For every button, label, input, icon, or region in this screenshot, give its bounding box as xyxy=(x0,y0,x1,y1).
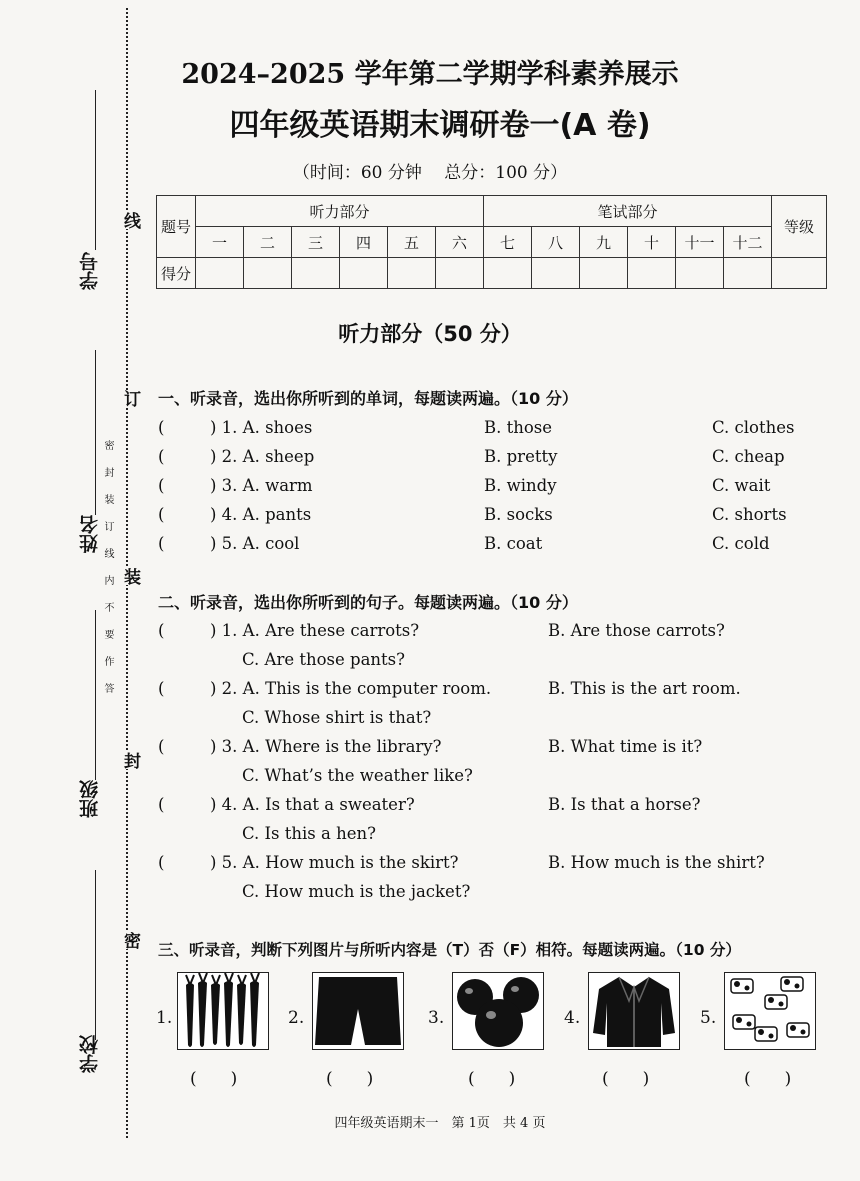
part2-option-c-3: C. What’s the weather like? xyxy=(242,766,473,785)
student-id-label: 学号 xyxy=(79,252,101,290)
score-table-score-label: 得分 xyxy=(157,258,196,289)
part1-paren-2[interactable]: ( xyxy=(158,447,165,466)
part2-paren-1[interactable]: ( xyxy=(158,621,165,640)
binding-mark-ding: 订 xyxy=(118,390,143,407)
class-label: 班级 xyxy=(79,780,101,818)
part3-heading: 三、听录音，判断下列图片与所听内容是（T）否（F）相符。每题读两遍。（10 分） xyxy=(158,941,741,959)
score-table-grade-label: 等级 xyxy=(772,196,827,258)
part1-option-c-3: C. wait xyxy=(712,476,771,495)
exam-info: （时间：60 分钟 总分：100 分） xyxy=(292,163,568,183)
score-table-writing-group: 笔试部分 xyxy=(484,196,772,227)
part1-option-c-2: C. cheap xyxy=(712,447,785,466)
pic-num-2: 2. xyxy=(288,1008,305,1028)
part2-option-a-4: ) 4. A. Is that a sweater? xyxy=(210,795,415,814)
part1-option-a-5: ) 5. A. cool xyxy=(210,534,300,553)
score-cell[interactable] xyxy=(388,258,436,289)
part1-option-a-3: ) 3. A. warm xyxy=(210,476,313,495)
part1-paren-4[interactable]: ( xyxy=(158,505,165,524)
part1-option-c-1: C. clothes xyxy=(712,418,795,437)
coat-icon xyxy=(588,972,680,1050)
pic-answer-2[interactable]: ( ) xyxy=(326,1069,374,1089)
part2-option-b-1: B. Are those carrots? xyxy=(548,621,725,640)
part2-option-b-3: B. What time is it? xyxy=(548,737,703,756)
score-table-col: 十二 xyxy=(724,227,772,258)
pic-num-3: 3. xyxy=(428,1008,445,1028)
score-cell[interactable] xyxy=(292,258,340,289)
part2-paren-3[interactable]: ( xyxy=(158,737,165,756)
part1-option-c-5: C. cold xyxy=(712,534,770,553)
class-field[interactable] xyxy=(95,610,96,780)
score-cell[interactable] xyxy=(532,258,580,289)
name-field[interactable] xyxy=(95,350,96,515)
score-table-listening-group: 听力部分 xyxy=(196,196,484,227)
title-line-1: 2024–2025 学年第二学期学科素养展示 xyxy=(181,59,679,90)
score-table-col: 五 xyxy=(388,227,436,258)
part1-option-a-1: ) 1. A. shoes xyxy=(210,418,313,437)
score-table-col: 三 xyxy=(292,227,340,258)
part1-option-a-2: ) 2. A. sheep xyxy=(210,447,315,466)
part1-paren-1[interactable]: ( xyxy=(158,418,165,437)
part1-option-b-3: B. windy xyxy=(484,476,557,495)
score-cell[interactable] xyxy=(196,258,244,289)
score-cell[interactable] xyxy=(244,258,292,289)
part1-option-b-1: B. those xyxy=(484,418,553,437)
part1-option-b-4: B. socks xyxy=(484,505,553,524)
pic-num-1: 1. xyxy=(156,1008,173,1028)
page-footer: 四年级英语期末一 第 1页 共 4 页 xyxy=(334,1116,546,1131)
shorts-icon xyxy=(312,972,404,1050)
listening-section-title: 听力部分（50 分） xyxy=(338,322,522,346)
score-cell[interactable] xyxy=(724,258,772,289)
score-cell[interactable] xyxy=(676,258,724,289)
pic-answer-4[interactable]: ( ) xyxy=(602,1069,650,1089)
pic-answer-3[interactable]: ( ) xyxy=(468,1069,516,1089)
part1-option-c-4: C. shorts xyxy=(712,505,787,524)
part2-option-c-1: C. Are those pants? xyxy=(242,650,405,669)
score-table xyxy=(156,195,827,289)
score-table-col: 二 xyxy=(244,227,292,258)
score-cell[interactable] xyxy=(340,258,388,289)
score-cell[interactable] xyxy=(628,258,676,289)
binding-mark-xian: 线 xyxy=(118,212,143,229)
part2-option-a-1: ) 1. A. Are these carrots? xyxy=(210,621,420,640)
school-label: 学校 xyxy=(79,1035,101,1073)
score-table-col: 八 xyxy=(532,227,580,258)
binding-mark-feng: 封 xyxy=(118,752,143,769)
part1-option-b-5: B. coat xyxy=(484,534,543,553)
score-table-col: 六 xyxy=(436,227,484,258)
pic-answer-5[interactable]: ( ) xyxy=(744,1069,792,1089)
part2-option-a-3: ) 3. A. Where is the library? xyxy=(210,737,442,756)
score-table-col: 七 xyxy=(484,227,532,258)
binding-mark-zhuang: 装 xyxy=(118,568,143,585)
part1-option-b-2: B. pretty xyxy=(484,447,558,466)
part1-heading: 一、听录音，选出你所听到的单词，每题读两遍。（10 分） xyxy=(158,389,578,408)
carrots-icon xyxy=(177,972,269,1050)
part2-paren-2[interactable]: ( xyxy=(158,679,165,698)
part2-option-b-4: B. Is that a horse? xyxy=(548,795,701,814)
name-label: 姓名 xyxy=(79,515,101,553)
score-cell[interactable] xyxy=(580,258,628,289)
grade-cell[interactable] xyxy=(772,258,827,289)
part2-heading: 二、听录音，选出你所听到的句子。每题读两遍。（10 分） xyxy=(158,593,578,612)
part1-option-a-4: ) 4. A. pants xyxy=(210,505,312,524)
part2-option-b-5: B. How much is the shirt? xyxy=(548,853,765,872)
score-table-col: 四 xyxy=(340,227,388,258)
part2-paren-5[interactable]: ( xyxy=(158,853,165,872)
score-table-col: 九 xyxy=(580,227,628,258)
score-table-question-label: 题号 xyxy=(157,196,196,258)
part2-option-c-5: C. How much is the jacket? xyxy=(242,882,471,901)
score-table-col: 一 xyxy=(196,227,244,258)
score-cell[interactable] xyxy=(484,258,532,289)
part2-option-b-2: B. This is the art room. xyxy=(548,679,741,698)
binding-note: 密封装订线内不要作答 xyxy=(102,440,113,710)
part2-option-a-2: ) 2. A. This is the computer room. xyxy=(210,679,492,698)
pic-answer-1[interactable]: ( ) xyxy=(190,1069,238,1089)
score-table-col: 十一 xyxy=(676,227,724,258)
score-cell[interactable] xyxy=(436,258,484,289)
part2-option-c-4: C. Is this a hen? xyxy=(242,824,376,843)
part1-paren-3[interactable]: ( xyxy=(158,476,165,495)
school-field[interactable] xyxy=(95,870,96,1040)
pic-num-5: 5. xyxy=(700,1008,717,1028)
binding-mark-mi: 密 xyxy=(118,932,143,949)
part1-paren-5[interactable]: ( xyxy=(158,534,165,553)
title-line-2: 四年级英语期末调研卷一(A 卷) xyxy=(229,108,651,143)
score-table-col: 十 xyxy=(628,227,676,258)
cows-icon xyxy=(724,972,816,1050)
part2-option-a-5: ) 5. A. How much is the skirt? xyxy=(210,853,459,872)
part2-paren-4[interactable]: ( xyxy=(158,795,165,814)
part2-option-c-2: C. Whose shirt is that? xyxy=(242,708,432,727)
pic-num-4: 4. xyxy=(564,1008,581,1028)
apples-icon xyxy=(452,972,544,1050)
